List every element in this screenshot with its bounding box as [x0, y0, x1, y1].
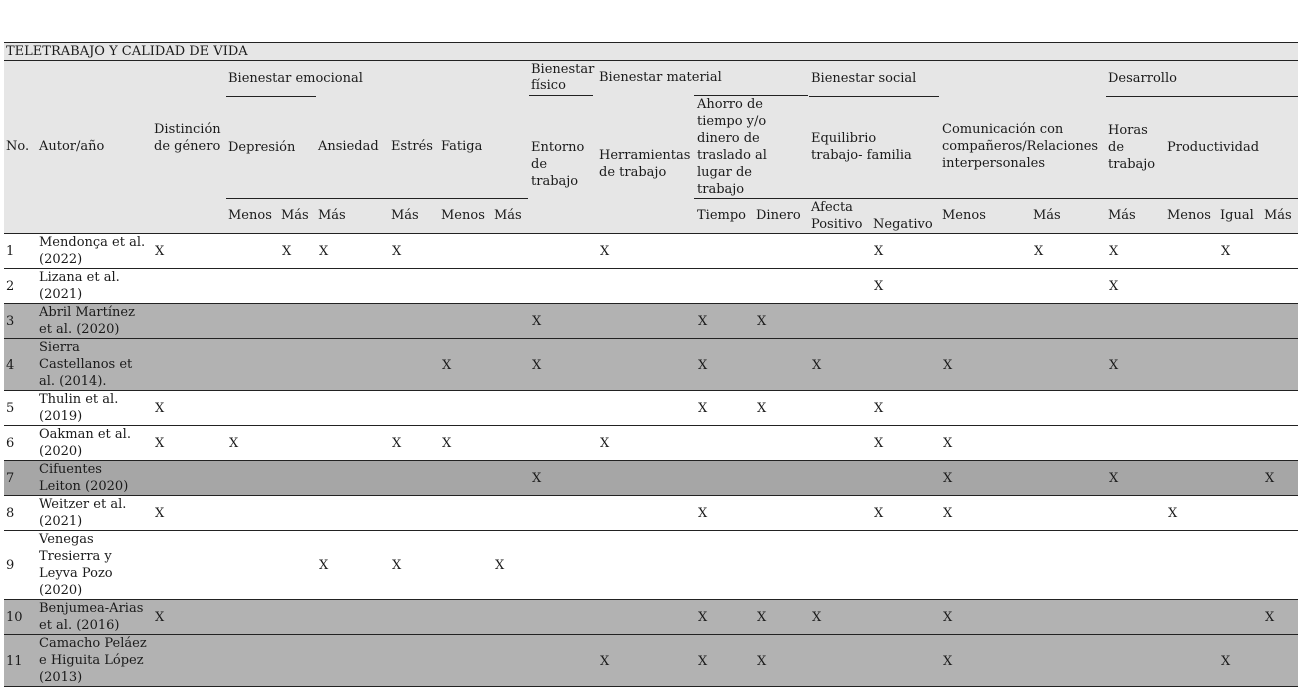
row-number: 2: [6, 279, 15, 294]
row-mark: X: [495, 558, 505, 573]
rule-social: [809, 96, 939, 97]
row-mark: X: [943, 357, 953, 373]
col-depresion: Depresión: [228, 140, 296, 155]
sub-eq-afecta: Afecta Positivo: [811, 200, 863, 232]
row-autor: Oakman et al. (2020): [39, 427, 131, 459]
sub-ans-mas: Más: [318, 208, 346, 223]
row-mark: X: [943, 610, 953, 625]
row-mark: X: [600, 244, 610, 259]
row-11-shade: [4, 635, 1298, 686]
row-mark: X: [698, 653, 708, 669]
row-mark: X: [600, 653, 610, 669]
row-mark: X: [532, 357, 542, 373]
row-autor: Venegas Tresierra y Leyva Pozo (2020): [39, 532, 113, 598]
col-ansiedad: Ansiedad: [318, 139, 379, 154]
row-autor: Sierra Castellanos et al. (2014).: [39, 340, 133, 389]
row-mark: X: [1109, 244, 1119, 259]
group-material: Bienestar material: [599, 70, 722, 85]
row-mark: X: [812, 357, 822, 373]
table-title: TELETRABAJO Y CALIDAD DE VIDA: [6, 44, 248, 59]
row-mark: X: [282, 244, 292, 259]
sub-prod-mas: Más: [1264, 208, 1292, 223]
row-mark: X: [532, 314, 542, 329]
sub-fat-mas: Más: [494, 208, 522, 223]
row-mark: X: [155, 610, 165, 625]
row-mark: X: [1109, 279, 1119, 294]
row-number: 11: [6, 653, 23, 669]
row-mark: X: [757, 314, 767, 329]
col-autor: Autor/año: [39, 139, 105, 154]
sub-dep-mas: Más: [281, 208, 309, 223]
rule-row-2: [4, 303, 1298, 304]
row-mark: X: [319, 558, 329, 573]
col-comunicacion: Comunicación con compañeros/Relaciones interpersonales: [942, 122, 1099, 171]
rule-row-4: [4, 390, 1298, 391]
col-genero: Distinción de género: [154, 122, 221, 154]
group-social: Bienestar social: [811, 71, 917, 86]
rule-row-7: [4, 495, 1298, 496]
row-mark: X: [319, 244, 329, 259]
col-ahorro: Ahorro de tiempo y/o dinero de traslado al lugar de trabajo: [697, 97, 767, 197]
row-mark: X: [874, 401, 884, 416]
row-number: 10: [6, 610, 23, 625]
row-mark: X: [1109, 471, 1119, 486]
sub-com-mas: Más: [1033, 208, 1061, 223]
rule-header-bottom: [4, 233, 1298, 234]
sub-com-menos: Menos: [942, 208, 986, 223]
row-mark: X: [1168, 506, 1178, 521]
row-mark: X: [442, 436, 452, 451]
row-mark: X: [943, 471, 953, 486]
rule-row-9: [4, 599, 1298, 600]
sub-ahorro-dinero: Dinero: [756, 208, 801, 223]
row-mark: X: [392, 436, 402, 451]
group-emocional: Bienestar emocional: [228, 71, 363, 86]
row-number: 7: [6, 471, 15, 486]
col-horas: Horas de trabajo: [1108, 123, 1156, 172]
row-mark: X: [392, 244, 402, 259]
row-mark: X: [155, 436, 165, 451]
rule-row-5: [4, 425, 1298, 426]
sub-ahorro-tiempo: Tiempo: [697, 208, 746, 223]
sub-est-mas: Más: [391, 208, 419, 223]
rule-title: [4, 60, 1298, 61]
row-autor: Camacho Peláez e Higuita López (2013): [39, 636, 147, 685]
row-mark: X: [698, 506, 708, 521]
row-mark: X: [757, 610, 767, 625]
row-number: 4: [6, 357, 15, 373]
row-mark: X: [155, 244, 165, 259]
row-number: 6: [6, 436, 15, 451]
row-mark: X: [1221, 653, 1231, 669]
row-mark: X: [698, 357, 708, 373]
col-equilibrio: Equilibrio trabajo- familia: [811, 131, 912, 163]
row-mark: X: [532, 471, 542, 486]
row-number: 1: [6, 244, 15, 259]
rule-row-8: [4, 530, 1298, 531]
row-mark: X: [1265, 471, 1275, 486]
row-mark: X: [698, 314, 708, 329]
row-mark: X: [1221, 244, 1231, 259]
row-mark: X: [1109, 357, 1119, 373]
row-mark: X: [155, 506, 165, 521]
row-mark: X: [943, 653, 953, 669]
row-mark: X: [698, 401, 708, 416]
row-number: 3: [6, 314, 15, 329]
row-mark: X: [874, 244, 884, 259]
row-number: 8: [6, 506, 15, 521]
row-3-shade: [4, 304, 1298, 338]
col-herramientas: Herramientas de trabajo: [599, 148, 691, 180]
row-autor: Benjumea-Arias et al. (2016): [39, 601, 144, 633]
rule-emocional: [226, 96, 316, 97]
row-mark: X: [757, 401, 767, 416]
row-autor: Thulin et al. (2019): [39, 392, 119, 424]
group-desarrollo: Desarrollo: [1108, 71, 1177, 86]
col-estres: Estrés: [391, 139, 433, 154]
rule-sub-material: [694, 198, 1298, 199]
sub-horas-mas: Más: [1108, 208, 1136, 223]
row-mark: X: [442, 357, 452, 373]
row-mark: X: [812, 610, 822, 625]
col-entorno: Entorno de trabajo: [531, 140, 585, 189]
rule-row-1: [4, 268, 1298, 269]
row-mark: X: [698, 610, 708, 625]
row-mark: X: [392, 558, 402, 573]
col-fatiga: Fatiga: [441, 139, 483, 154]
col-no: No.: [6, 139, 30, 154]
row-mark: X: [1265, 610, 1275, 625]
row-mark: X: [229, 436, 239, 451]
sub-eq-negativo: Negativo: [873, 217, 933, 232]
rule-row-6: [4, 460, 1298, 461]
row-10-shade: [4, 600, 1298, 634]
row-mark: X: [600, 436, 610, 451]
group-fisico: Bienestar físico: [531, 62, 595, 93]
row-mark: X: [874, 506, 884, 521]
row-mark: X: [943, 436, 953, 451]
row-autor: Cifuentes Leiton (2020): [39, 462, 129, 494]
row-mark: X: [943, 506, 953, 521]
sub-fat-menos: Menos: [441, 208, 485, 223]
rule-bottom: [4, 686, 1298, 687]
sub-dep-menos: Menos: [228, 208, 272, 223]
sub-prod-menos: Menos: [1167, 208, 1211, 223]
rule-row-10: [4, 634, 1298, 635]
row-mark: X: [1034, 244, 1044, 259]
rule-desarrollo: [1106, 96, 1298, 97]
rule-sub-emocional: [226, 198, 528, 199]
rule-fisico: [529, 95, 593, 96]
row-autor: Abril Martínez et al. (2020): [39, 305, 135, 337]
row-4-shade: [4, 339, 1298, 390]
row-autor: Lizana et al. (2021): [39, 270, 120, 302]
row-number: 9: [6, 558, 15, 573]
col-productividad: Productividad: [1167, 140, 1260, 155]
row-7-shade: [4, 461, 1298, 495]
row-autor: Weitzer et al. (2021): [39, 497, 127, 529]
row-autor: Mendonça et al. (2022): [39, 235, 146, 267]
row-mark: X: [874, 436, 884, 451]
sub-prod-igual: Igual: [1220, 208, 1254, 223]
rule-row-3: [4, 338, 1298, 339]
row-mark: X: [874, 279, 884, 294]
row-number: 5: [6, 401, 15, 416]
row-mark: X: [155, 401, 165, 416]
row-mark: X: [757, 653, 767, 669]
